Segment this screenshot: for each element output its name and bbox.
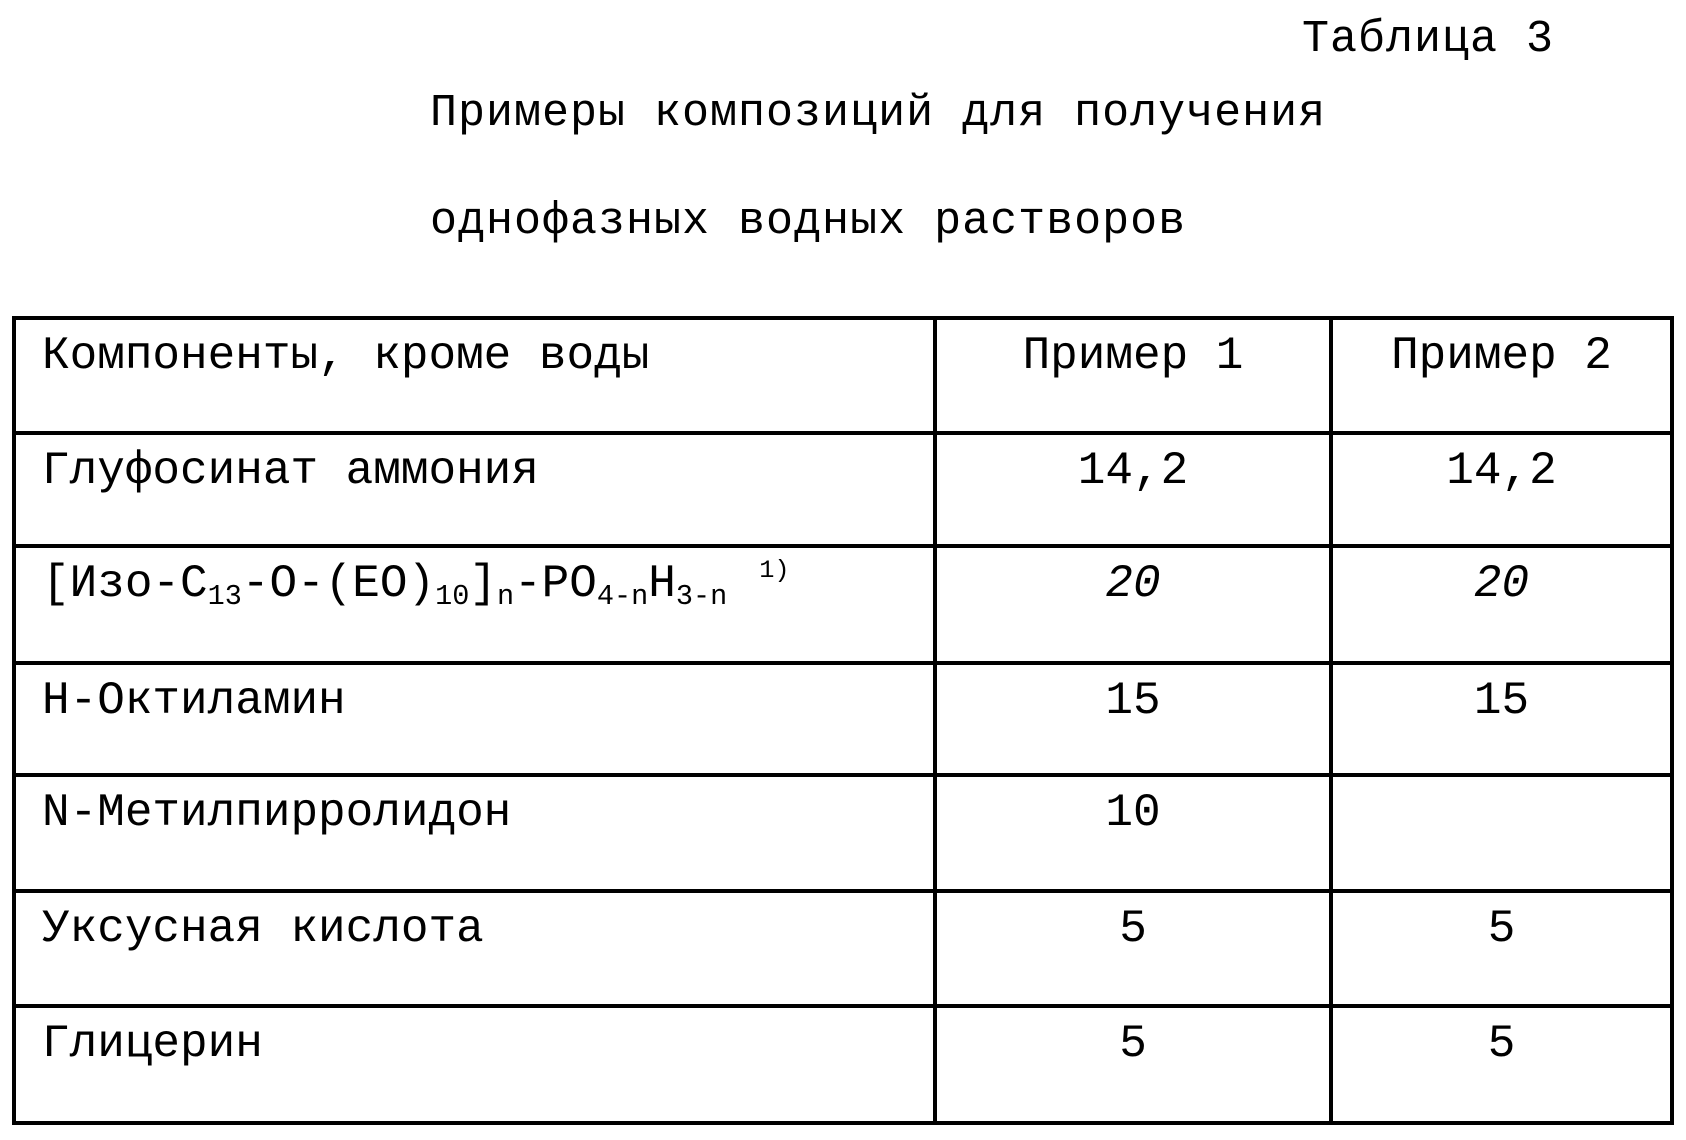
table-row [14, 775, 1672, 891]
table-row [14, 433, 1672, 546]
header-components: Компоненты, кроме воды [14, 318, 935, 433]
component-octylamine: Н-Октиламин [14, 663, 935, 775]
component-glufosinate: Глуфосинат аммония [14, 433, 935, 546]
compositions-table [12, 316, 1674, 1125]
value-ex1: 14,2 [935, 433, 1331, 546]
component-methylpyrrolidone: N-Метилпирролидон [14, 775, 935, 891]
header-example-1: Пример 1 [935, 318, 1331, 433]
component-glycerin: Глицерин [14, 1006, 935, 1123]
value-ex2: 14,2 [1331, 433, 1672, 546]
value-ex1: 10 [935, 775, 1331, 891]
table-row [14, 546, 1672, 663]
value-ex1: 20 [935, 546, 1331, 663]
document-title-line2: однофазных водных растворов [430, 196, 1187, 247]
table-header-row [14, 318, 1672, 433]
value-ex2: 20 [1331, 546, 1672, 663]
component-surfactant-formula [14, 546, 935, 663]
formula-text: $[Изо-C_{13}-O-(EO)_{10}]_n-PO_{4-n}H_{3-n}^{1)}$ [42, 556, 790, 613]
table-row [14, 891, 1672, 1006]
header-example-2: Пример 2 [1331, 318, 1672, 433]
value-ex2: 5 [1331, 891, 1672, 1006]
value-ex1: 5 [935, 1006, 1331, 1123]
footnote-marker: 1) [759, 556, 790, 586]
component-acetic-acid: Уксусная кислота [14, 891, 935, 1006]
value-ex2: 5 [1331, 1006, 1672, 1123]
value-ex1: 5 [935, 891, 1331, 1006]
table-row [14, 1006, 1672, 1123]
table-caption: Таблица 3 [1302, 14, 1555, 65]
value-ex2: 15 [1331, 663, 1672, 775]
document-title-line1: Примеры композиций для получения [430, 88, 1327, 139]
value-ex2-empty [1331, 775, 1672, 891]
value-ex1: 15 [935, 663, 1331, 775]
table-row [14, 663, 1672, 775]
